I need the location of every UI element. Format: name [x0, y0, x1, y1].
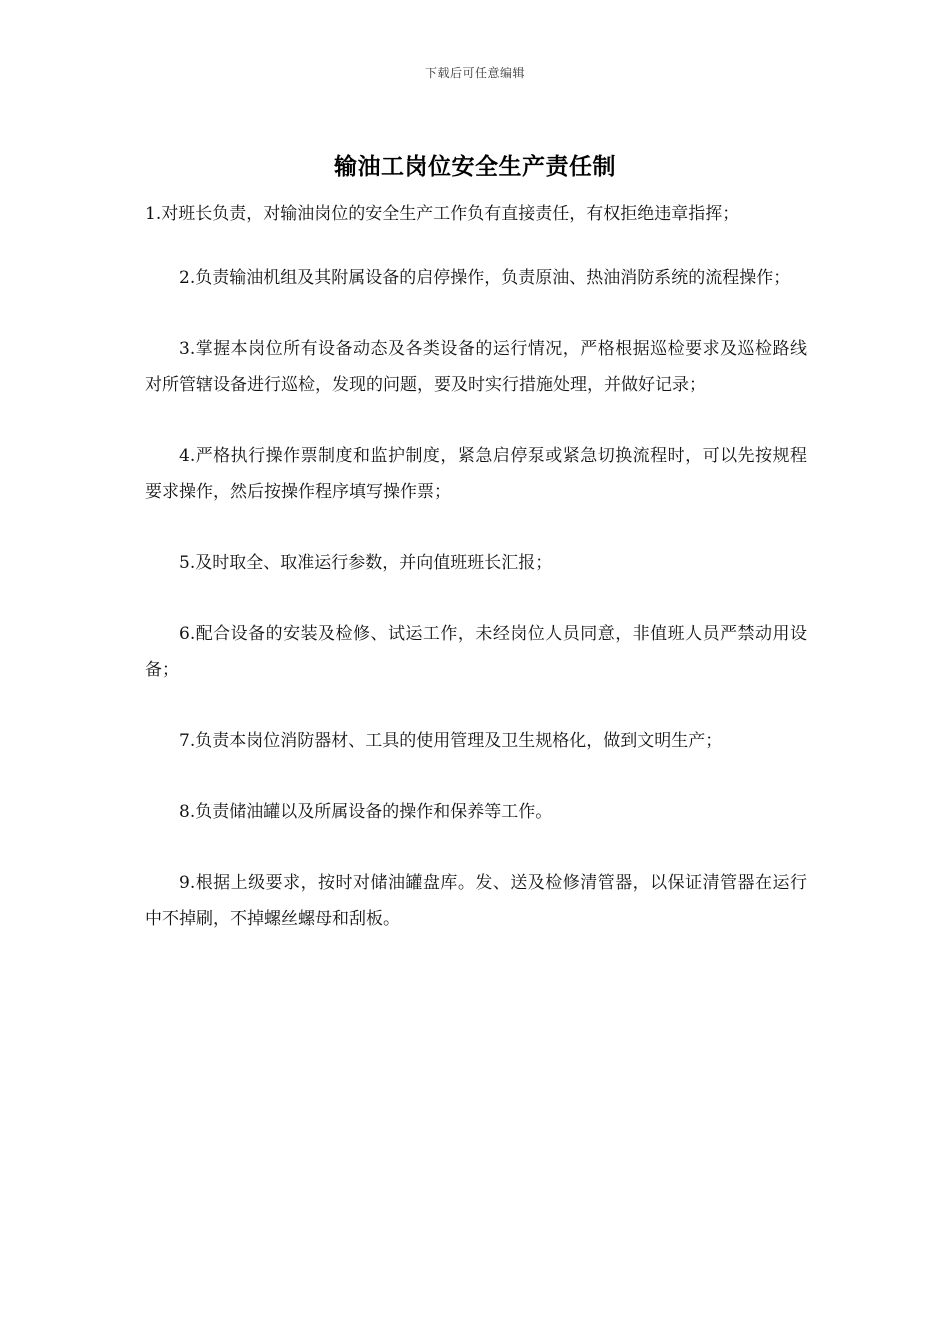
- list-item: 4.严格执行操作票制度和监护制度，紧急启停泵或紧急切换流程时，可以先按规程要求操作，然后按操作程序填写操作票；: [145, 446, 807, 502]
- list-item: 9.根据上级要求，按时对储油罐盘库。发、送及检修清管器，以保证清管器在运行中不掉刷，不掉螺丝螺母和刮板。: [145, 873, 807, 929]
- list-item: 6.配合设备的安装及检修、试运工作，未经岗位人员同意，非值班人员严禁动用设备；: [145, 624, 807, 680]
- list-item: 8.负责储油罐以及所属设备的操作和保养等工作。: [179, 802, 553, 822]
- document-body: [145, 196, 807, 972]
- list-item: 2.负责输油机组及其附属设备的启停操作，负责原油、热油消防系统的流程操作；: [179, 268, 791, 288]
- header-note: 下载后可任意编辑: [424, 66, 525, 80]
- list-item: 1.对班长负责，对输油岗位的安全生产工作负有直接责任，有权拒绝违章指挥；: [145, 204, 740, 224]
- list-item: 5.及时取全、取准运行参数，并向值班班长汇报；: [179, 553, 553, 573]
- list-item: 3.掌握本岗位所有设备动态及各类设备的运行情况，严格根据巡检要求及巡检路线对所管辖设备进行巡检，发现的问题，要及时实行措施处理，并做好记录；: [145, 339, 807, 395]
- document-title: 输油工岗位安全生产责任制: [334, 153, 616, 180]
- list-item: 7.负责本岗位消防器材、工具的使用管理及卫生规格化，做到文明生产；: [179, 731, 723, 751]
